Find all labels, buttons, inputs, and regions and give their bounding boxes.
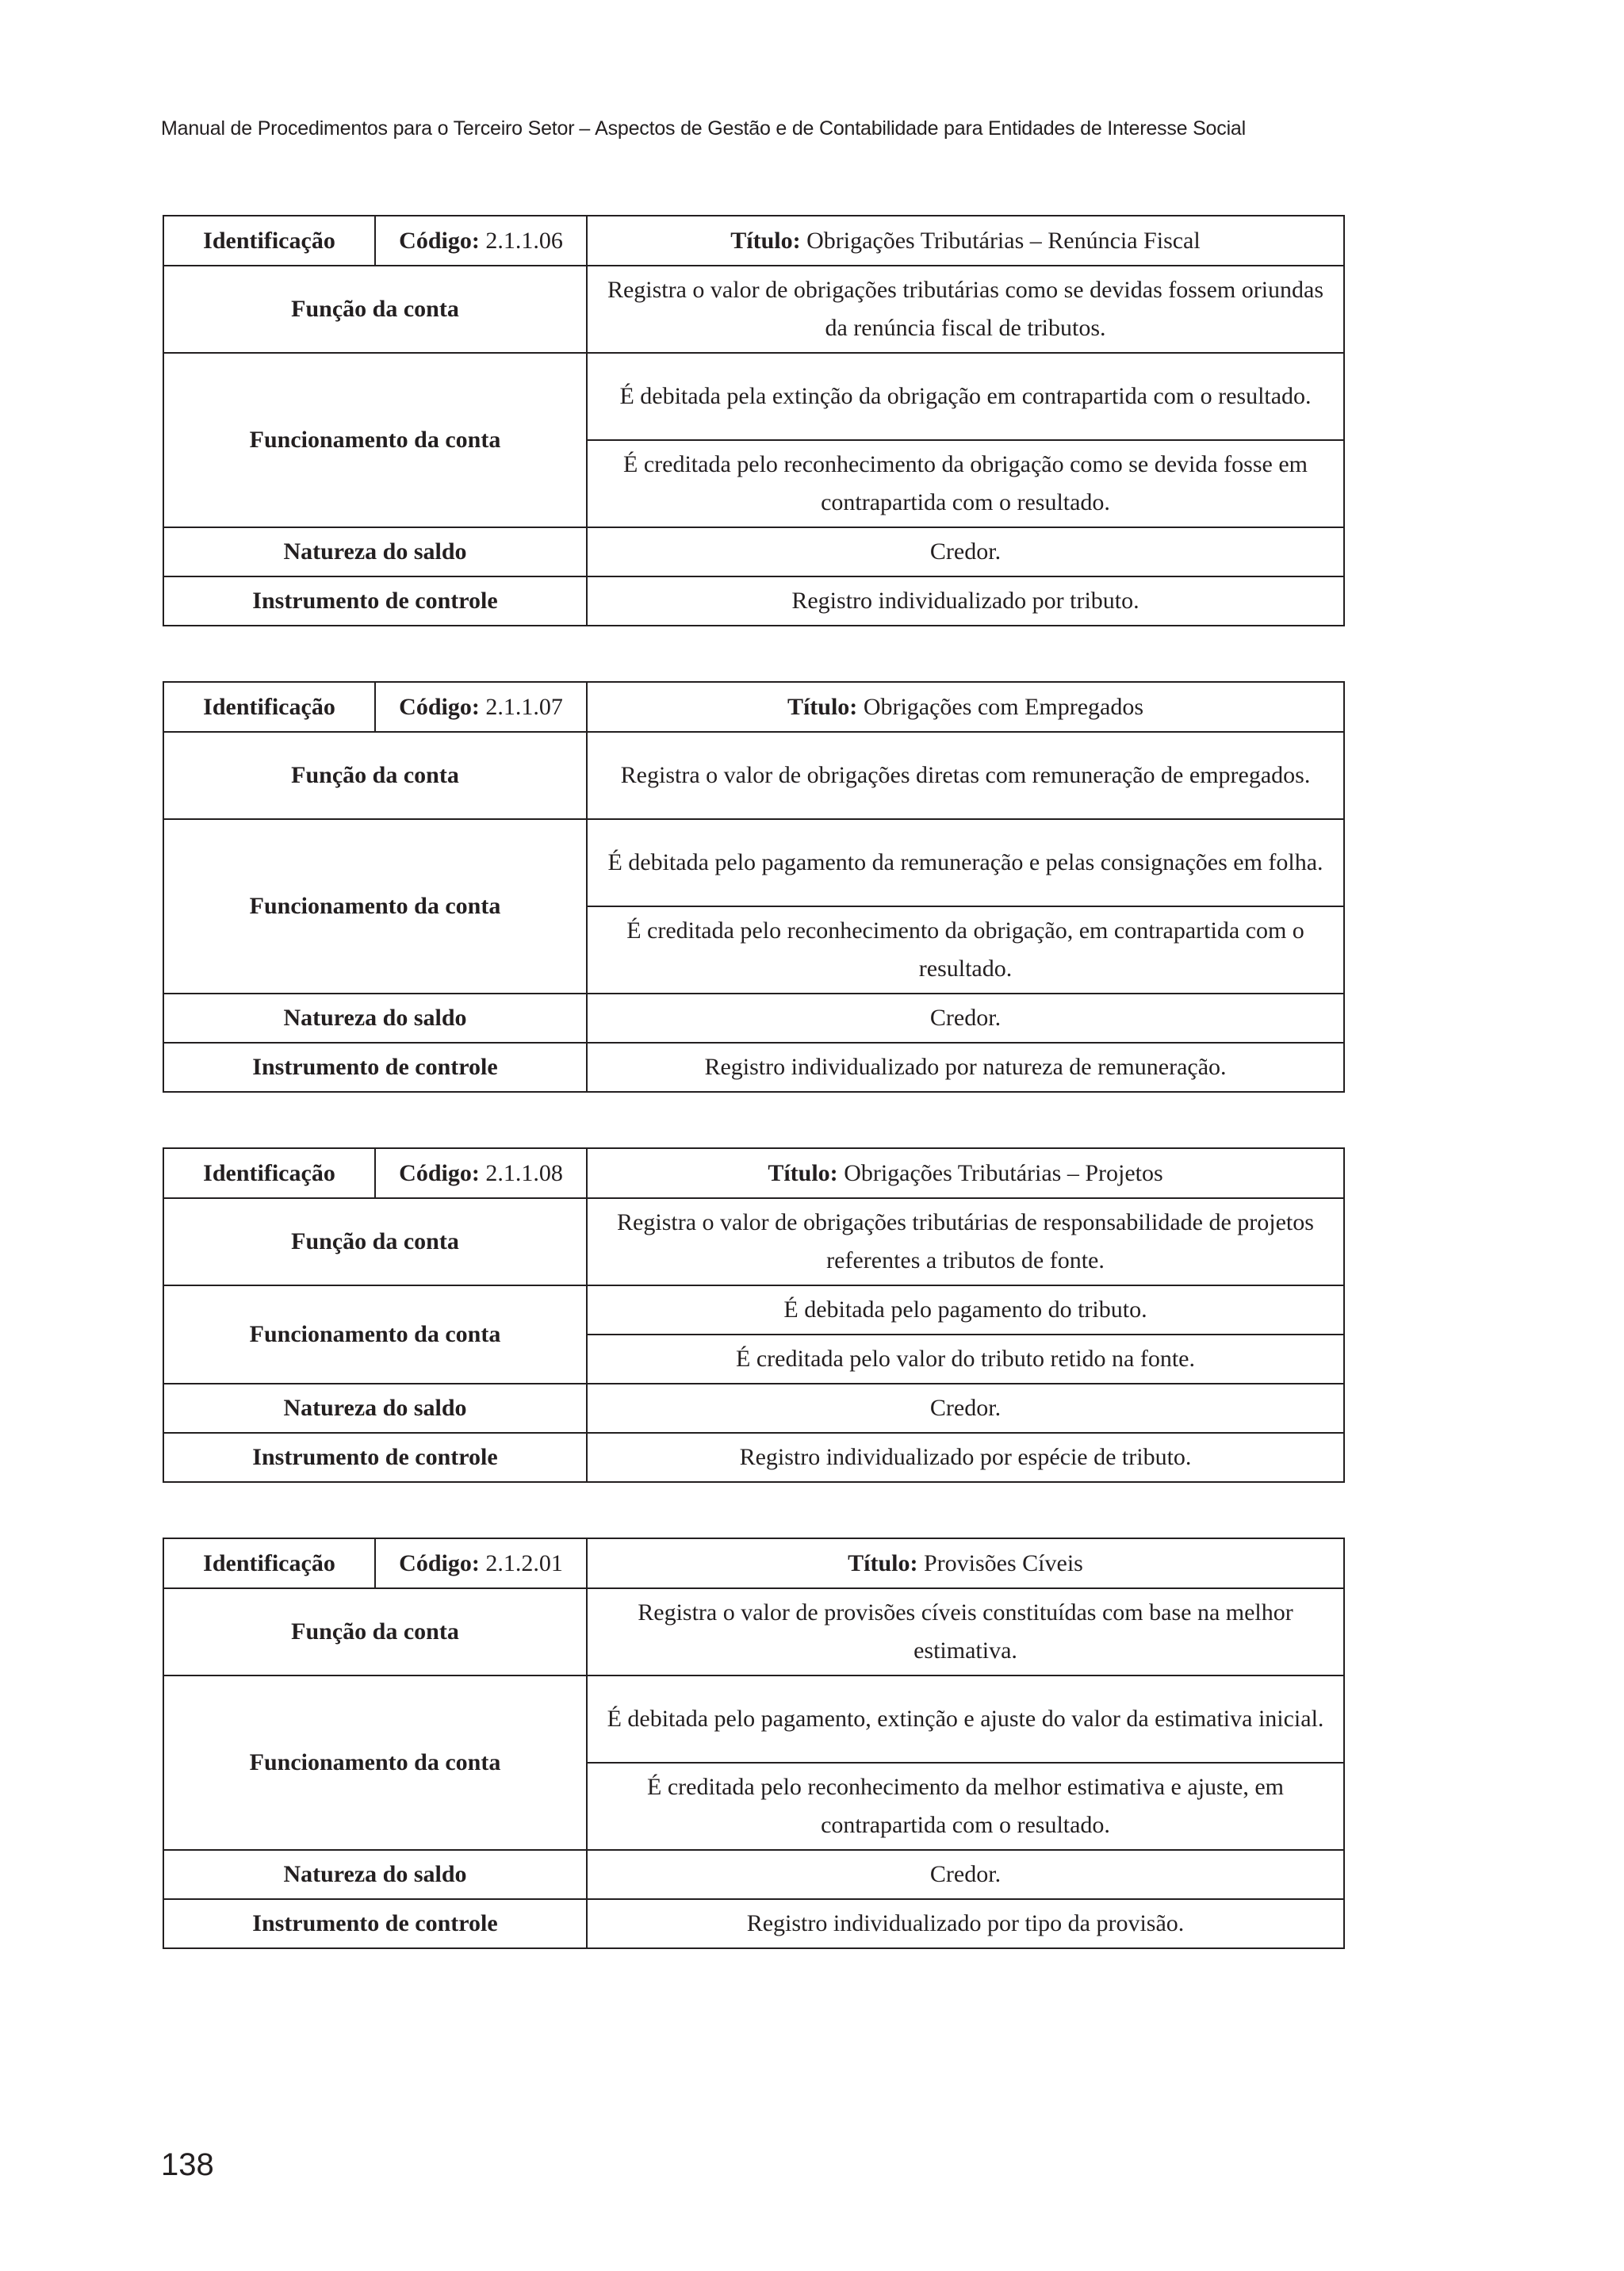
control-row bbox=[163, 576, 1344, 626]
code-label: Código: bbox=[399, 1159, 480, 1186]
nature-label: Natureza do saldo bbox=[163, 1384, 587, 1433]
function-label: Função da conta bbox=[163, 1588, 587, 1675]
header-main-title: Manual de Procedimentos para o Terceiro Setor bbox=[161, 117, 575, 140]
nature-row bbox=[163, 527, 1344, 576]
control-label: Instrumento de controle bbox=[163, 1043, 587, 1092]
nature-value: Credor. bbox=[587, 1384, 1344, 1433]
nature-label: Natureza do saldo bbox=[163, 994, 587, 1043]
debit-value: É debitada pelo pagamento da remuneração e pelas consignações em folha. bbox=[587, 819, 1344, 906]
credit-value: É creditada pelo reconhecimento da obrigação como se devida fosse em contrapartida com o resultado. bbox=[587, 440, 1344, 527]
credit-value: É creditada pelo reconhecimento da obrigação, em contrapartida com o resultado. bbox=[587, 906, 1344, 994]
title-cell bbox=[587, 1148, 1344, 1198]
title-cell bbox=[587, 1538, 1344, 1588]
function-value: Registra o valor de obrigações diretas com remuneração de empregados. bbox=[587, 732, 1344, 819]
nature-label: Natureza do saldo bbox=[163, 1850, 587, 1899]
code-label: Código: bbox=[399, 227, 480, 254]
function-value: Registra o valor de provisões cíveis constituídas com base na melhor estimativa. bbox=[587, 1588, 1344, 1675]
control-value: Registro individualizado por tipo da provisão. bbox=[587, 1899, 1344, 1948]
function-row bbox=[163, 1198, 1344, 1285]
code-label: Código: bbox=[399, 1549, 480, 1576]
identification-row bbox=[163, 1148, 1344, 1198]
identificacao-label: Identificação bbox=[163, 1538, 375, 1588]
debit-value: É debitada pelo pagamento, extinção e ajuste do valor da estimativa inicial. bbox=[587, 1675, 1344, 1763]
function-row bbox=[163, 1588, 1344, 1675]
operation-debit-row bbox=[163, 353, 1344, 440]
control-value: Registro individualizado por espécie de tributo. bbox=[587, 1433, 1344, 1482]
operation-debit-row bbox=[163, 1285, 1344, 1335]
title-label: Título: bbox=[848, 1549, 918, 1576]
function-value: Registra o valor de obrigações tributárias de responsabilidade de projetos referentes a tributos de fonte. bbox=[587, 1198, 1344, 1285]
function-row bbox=[163, 732, 1344, 819]
control-row bbox=[163, 1043, 1344, 1092]
title-cell bbox=[587, 216, 1344, 266]
account-table bbox=[163, 1538, 1345, 1949]
credit-value: É creditada pelo valor do tributo retido na fonte. bbox=[587, 1335, 1344, 1384]
identificacao-label: Identificação bbox=[163, 682, 375, 732]
control-label: Instrumento de controle bbox=[163, 1899, 587, 1948]
nature-row bbox=[163, 1384, 1344, 1433]
nature-label: Natureza do saldo bbox=[163, 527, 587, 576]
header-subtitle: Aspectos de Gestão e de Contabilidade para Entidades de Interesse Social bbox=[595, 117, 1246, 140]
function-label: Função da conta bbox=[163, 1198, 587, 1285]
code-value: 2.1.1.08 bbox=[485, 1159, 563, 1186]
code-cell bbox=[375, 1538, 587, 1588]
code-cell bbox=[375, 682, 587, 732]
nature-value: Credor. bbox=[587, 994, 1344, 1043]
debit-value: É debitada pela extinção da obrigação em contrapartida com o resultado. bbox=[587, 353, 1344, 440]
control-label: Instrumento de controle bbox=[163, 1433, 587, 1482]
code-value: 2.1.2.01 bbox=[485, 1549, 563, 1576]
debit-value: É debitada pelo pagamento do tributo. bbox=[587, 1285, 1344, 1335]
title-label: Título: bbox=[768, 1159, 838, 1186]
identification-row bbox=[163, 682, 1344, 732]
control-label: Instrumento de controle bbox=[163, 576, 587, 626]
operation-debit-row bbox=[163, 1675, 1344, 1763]
operation-label: Funcionamento da conta bbox=[163, 1675, 587, 1850]
title-cell bbox=[587, 682, 1344, 732]
account-table bbox=[163, 1147, 1345, 1483]
credit-value: É creditada pelo reconhecimento da melhor estimativa e ajuste, em contrapartida com o resultado. bbox=[587, 1763, 1344, 1850]
title-value: Obrigações com Empregados bbox=[863, 693, 1144, 720]
operation-label: Funcionamento da conta bbox=[163, 353, 587, 527]
operation-label: Funcionamento da conta bbox=[163, 819, 587, 994]
function-label: Função da conta bbox=[163, 266, 587, 353]
function-row bbox=[163, 266, 1344, 353]
page-number: 138 bbox=[161, 2147, 214, 2182]
nature-value: Credor. bbox=[587, 1850, 1344, 1899]
control-row bbox=[163, 1433, 1344, 1482]
control-row bbox=[163, 1899, 1344, 1948]
account-table bbox=[163, 215, 1345, 626]
identification-row bbox=[163, 216, 1344, 266]
code-cell bbox=[375, 1148, 587, 1198]
operation-debit-row bbox=[163, 819, 1344, 906]
title-value: Provisões Cíveis bbox=[924, 1549, 1083, 1576]
running-header bbox=[161, 117, 1246, 140]
code-value: 2.1.1.07 bbox=[485, 693, 563, 720]
function-value: Registra o valor de obrigações tributárias como se devidas fossem oriundas da renúncia fiscal de tributos. bbox=[587, 266, 1344, 353]
title-label: Título: bbox=[787, 693, 858, 720]
operation-label: Funcionamento da conta bbox=[163, 1285, 587, 1384]
account-table bbox=[163, 681, 1345, 1093]
control-value: Registro individualizado por natureza de remuneração. bbox=[587, 1043, 1344, 1092]
nature-row bbox=[163, 994, 1344, 1043]
header-separator: – bbox=[579, 117, 591, 140]
nature-row bbox=[163, 1850, 1344, 1899]
identification-row bbox=[163, 1538, 1344, 1588]
identificacao-label: Identificação bbox=[163, 1148, 375, 1198]
control-value: Registro individualizado por tributo. bbox=[587, 576, 1344, 626]
title-value: Obrigações Tributárias – Projetos bbox=[844, 1159, 1163, 1186]
nature-value: Credor. bbox=[587, 527, 1344, 576]
title-label: Título: bbox=[730, 227, 801, 254]
code-value: 2.1.1.06 bbox=[485, 227, 563, 254]
identificacao-label: Identificação bbox=[163, 216, 375, 266]
title-value: Obrigações Tributárias – Renúncia Fiscal bbox=[806, 227, 1201, 254]
code-label: Código: bbox=[399, 693, 480, 720]
function-label: Função da conta bbox=[163, 732, 587, 819]
accounts-list bbox=[163, 215, 1343, 2004]
code-cell bbox=[375, 216, 587, 266]
